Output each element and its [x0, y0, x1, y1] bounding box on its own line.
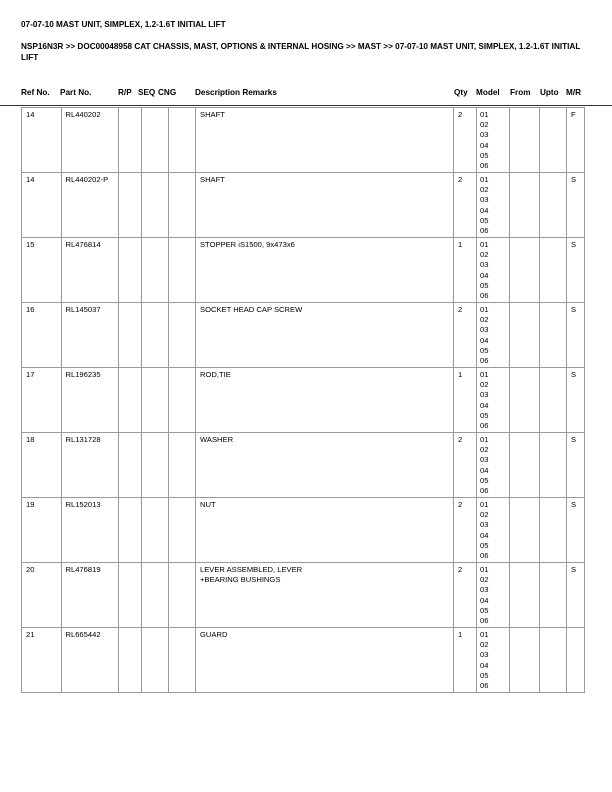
cell-ref: 16 — [22, 303, 62, 368]
column-header: Ref No. — [21, 88, 50, 97]
cell-rp — [119, 433, 142, 498]
cell-model: 01 02 03 04 05 06 — [477, 433, 510, 498]
table-row — [22, 563, 585, 628]
cell-upto — [540, 303, 567, 368]
cell-upto — [540, 368, 567, 433]
cell-desc: SOCKET HEAD CAP SCREW — [196, 303, 454, 368]
cell-cng — [168, 368, 196, 433]
cell-from — [510, 108, 540, 173]
cell-upto — [540, 433, 567, 498]
cell-qty: 2 — [454, 108, 477, 173]
cell-rp — [119, 368, 142, 433]
column-header: Upto — [540, 88, 559, 97]
cell-from — [510, 303, 540, 368]
column-header: From — [510, 88, 531, 97]
cell-part: RL145037 — [61, 303, 119, 368]
cell-part: RL152013 — [61, 498, 119, 563]
cell-rp — [119, 238, 142, 303]
table-row — [22, 173, 585, 238]
cell-desc: NUT — [196, 498, 454, 563]
cell-cng — [168, 498, 196, 563]
cell-ref: 17 — [22, 368, 62, 433]
column-header: M/R — [566, 88, 582, 97]
cell-ref: 18 — [22, 433, 62, 498]
cell-model: 01 02 03 04 05 06 — [477, 628, 510, 693]
column-header: Part No. — [60, 88, 92, 97]
cell-model: 01 02 03 04 05 06 — [477, 108, 510, 173]
cell-mr: S — [567, 498, 585, 563]
cell-mr: S — [567, 238, 585, 303]
cell-qty: 2 — [454, 433, 477, 498]
cell-cng — [168, 173, 196, 238]
cell-seq — [142, 433, 169, 498]
cell-from — [510, 238, 540, 303]
table-row — [22, 368, 585, 433]
parts-table — [21, 107, 585, 693]
cell-seq — [142, 498, 169, 563]
cell-cng — [168, 433, 196, 498]
cell-from — [510, 628, 540, 693]
cell-desc: WASHER — [196, 433, 454, 498]
cell-part: RL476819 — [61, 563, 119, 628]
column-header: Model — [476, 88, 500, 97]
cell-seq — [142, 368, 169, 433]
column-header: Description Remarks — [195, 88, 277, 97]
header-divider — [0, 105, 612, 106]
cell-part: RL476814 — [61, 238, 119, 303]
cell-upto — [540, 238, 567, 303]
cell-desc: SHAFT — [196, 108, 454, 173]
cell-cng — [168, 108, 196, 173]
cell-seq — [142, 563, 169, 628]
cell-ref: 19 — [22, 498, 62, 563]
cell-ref: 14 — [22, 108, 62, 173]
cell-seq — [142, 173, 169, 238]
cell-mr: F — [567, 108, 585, 173]
cell-part: RL196235 — [61, 368, 119, 433]
cell-desc: GUARD — [196, 628, 454, 693]
breadcrumb: NSP16N3R >> DOC00048958 CAT CHASSIS, MAST, OPTIONS & INTERNAL HOSING >> MAST >> 07-07-10 MAST UNIT, SIMPLEX, 1.2-1.6T INITIAL LIFT — [21, 42, 581, 62]
table-row — [22, 498, 585, 563]
cell-from — [510, 433, 540, 498]
cell-part: RL440202-P — [61, 173, 119, 238]
cell-qty: 1 — [454, 238, 477, 303]
cell-from — [510, 498, 540, 563]
cell-mr: S — [567, 563, 585, 628]
column-header: R/P — [118, 88, 132, 97]
cell-qty: 2 — [454, 303, 477, 368]
cell-mr: S — [567, 433, 585, 498]
cell-upto — [540, 173, 567, 238]
cell-qty: 2 — [454, 173, 477, 238]
cell-rp — [119, 628, 142, 693]
cell-from — [510, 368, 540, 433]
cell-qty: 2 — [454, 563, 477, 628]
cell-upto — [540, 498, 567, 563]
cell-cng — [168, 303, 196, 368]
cell-desc: SHAFT — [196, 173, 454, 238]
cell-qty: 1 — [454, 368, 477, 433]
table-row — [22, 303, 585, 368]
cell-model: 01 02 03 04 05 06 — [477, 498, 510, 563]
cell-upto — [540, 628, 567, 693]
cell-mr: S — [567, 173, 585, 238]
cell-part: RL440202 — [61, 108, 119, 173]
cell-part: RL665442 — [61, 628, 119, 693]
cell-rp — [119, 303, 142, 368]
cell-from — [510, 563, 540, 628]
cell-model: 01 02 03 04 05 06 — [477, 303, 510, 368]
cell-rp — [119, 498, 142, 563]
cell-rp — [119, 563, 142, 628]
page-title: 07-07-10 MAST UNIT, SIMPLEX, 1.2-1.6T INITIAL LIFT — [21, 20, 226, 29]
cell-model: 01 02 03 04 05 06 — [477, 238, 510, 303]
cell-mr — [567, 628, 585, 693]
cell-upto — [540, 563, 567, 628]
cell-ref: 21 — [22, 628, 62, 693]
cell-ref: 20 — [22, 563, 62, 628]
cell-mr: S — [567, 368, 585, 433]
cell-desc: LEVER ASSEMBLED, LEVER +BEARING BUSHINGS — [196, 563, 454, 628]
cell-part: RL131728 — [61, 433, 119, 498]
column-header: CNG — [158, 88, 177, 97]
cell-model: 01 02 03 04 05 06 — [477, 368, 510, 433]
cell-seq — [142, 303, 169, 368]
cell-from — [510, 173, 540, 238]
cell-rp — [119, 173, 142, 238]
cell-rp — [119, 108, 142, 173]
cell-model: 01 02 03 04 05 06 — [477, 563, 510, 628]
column-header: SEQ — [138, 88, 156, 97]
cell-qty: 2 — [454, 498, 477, 563]
cell-upto — [540, 108, 567, 173]
table-row — [22, 433, 585, 498]
cell-ref: 15 — [22, 238, 62, 303]
table-row — [22, 238, 585, 303]
cell-model: 01 02 03 04 05 06 — [477, 173, 510, 238]
cell-seq — [142, 108, 169, 173]
table-row — [22, 108, 585, 173]
table-row — [22, 628, 585, 693]
cell-mr: S — [567, 303, 585, 368]
cell-cng — [168, 563, 196, 628]
cell-cng — [168, 238, 196, 303]
cell-desc: ROD,TIE — [196, 368, 454, 433]
cell-desc: STOPPER iS1500, 9x473x6 — [196, 238, 454, 303]
cell-seq — [142, 238, 169, 303]
cell-seq — [142, 628, 169, 693]
cell-cng — [168, 628, 196, 693]
cell-qty: 1 — [454, 628, 477, 693]
column-header: Qty — [454, 88, 468, 97]
cell-ref: 14 — [22, 173, 62, 238]
